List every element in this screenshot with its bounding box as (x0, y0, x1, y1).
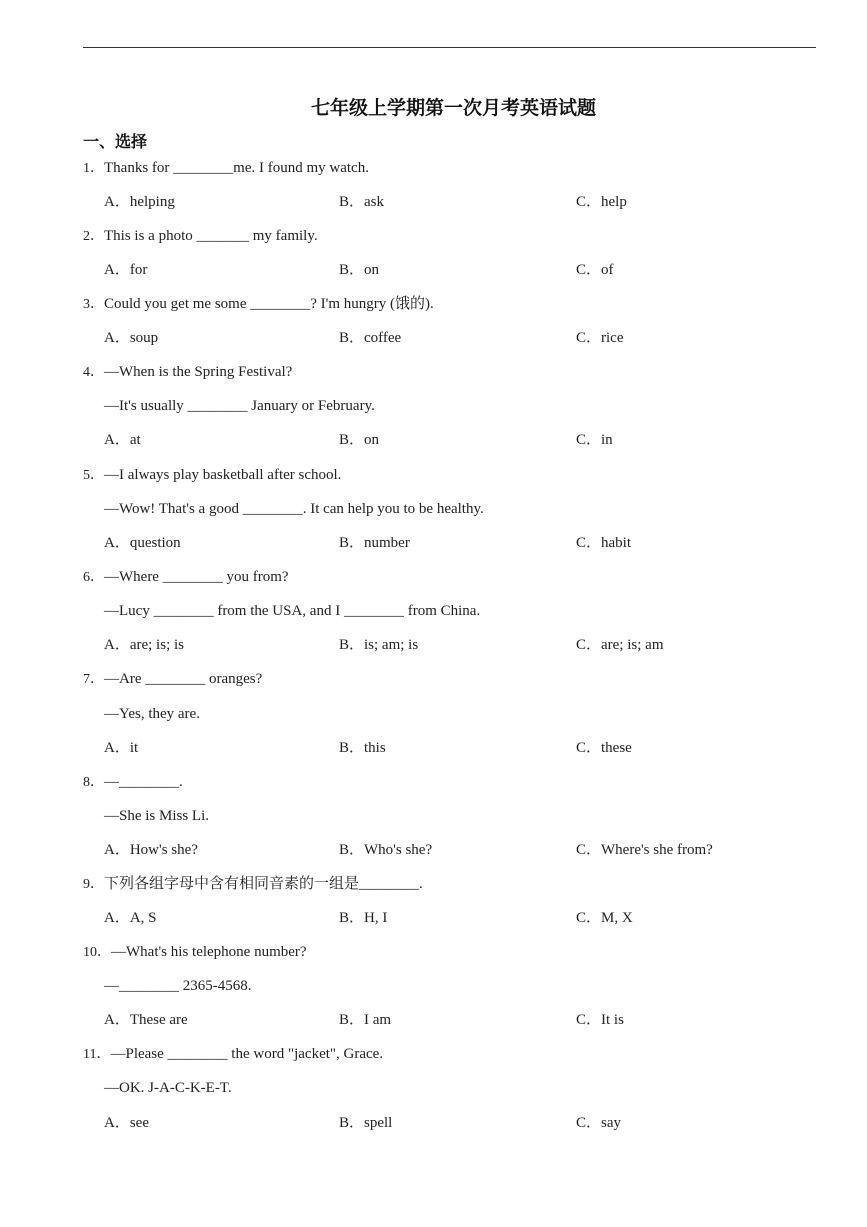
option-c: C．these (576, 740, 632, 756)
question-text: —What's his telephone number? (111, 944, 307, 960)
question-number: 2． (83, 229, 104, 244)
question-10 (83, 942, 307, 963)
option-b: B．coffee (339, 330, 402, 346)
question-number: 7． (83, 672, 104, 687)
question-6 (83, 567, 289, 588)
option-b: B．this (339, 740, 386, 756)
question-text: —I always play basketball after school. (104, 467, 342, 483)
question-7 (83, 669, 262, 690)
header-rule (83, 47, 816, 48)
question-11 (83, 1044, 383, 1065)
option-b: B．on (339, 262, 380, 278)
option-b: B．H, I (339, 910, 388, 926)
question-number: 5． (83, 468, 104, 483)
option-b: B．I am (339, 1012, 392, 1028)
question-number: 11． (83, 1047, 111, 1062)
question-text: —Please ________ the word "jacket", Grace. (110, 1046, 384, 1062)
option-a: A．it (104, 740, 139, 756)
question-text-line-2: —Wow! That's a good ________. It can help you to be healthy. (104, 501, 484, 517)
option-b: B．on (339, 432, 380, 448)
question-2 (83, 226, 318, 247)
option-a: A．helping (104, 194, 175, 210)
page-title: 七年级上学期第一次月考英语试题 (310, 97, 596, 119)
question-text-line-2: —Lucy ________ from the USA, and I ________ from China. (104, 603, 481, 619)
question-number: 3． (83, 297, 104, 312)
question-text: 下列各组字母中含有相同音素的一组是________. (104, 876, 423, 892)
option-c: C．rice (576, 330, 624, 346)
option-a: A．soup (104, 330, 159, 346)
option-a: A．see (104, 1115, 149, 1131)
question-text: —________. (104, 774, 183, 790)
option-b: B．is; am; is (339, 637, 419, 653)
question-text-line-2: —It's usually ________ January or February. (104, 398, 375, 414)
question-number: 4． (83, 365, 104, 380)
question-number: 1． (83, 161, 104, 176)
option-b: B．ask (339, 194, 385, 210)
option-c: C．of (576, 262, 614, 278)
question-1 (83, 158, 369, 179)
question-number: 10． (83, 945, 111, 960)
option-a: A．A, S (104, 910, 157, 926)
option-c: C．habit (576, 535, 631, 551)
option-b: B．Who's she? (339, 842, 433, 858)
question-number: 8． (83, 775, 104, 790)
section-heading: 一、选择 (83, 132, 148, 151)
option-a: A．How's she? (104, 842, 198, 858)
option-c: C．in (576, 432, 613, 448)
question-number: 9． (83, 877, 104, 892)
question-text: —When is the Spring Festival? (104, 364, 293, 380)
question-text: This is a photo _______ my family. (104, 228, 318, 244)
question-text-line-2: —OK. J-A-C-K-E-T. (104, 1080, 232, 1096)
question-3 (83, 294, 434, 315)
question-text-line-2: —________ 2365-4568. (104, 978, 252, 994)
question-number: 6． (83, 570, 104, 585)
option-b: B．number (339, 535, 410, 551)
question-text: Thanks for ________me. I found my watch. (104, 160, 369, 176)
option-c: C．are; is; am (576, 637, 664, 653)
question-9 (83, 874, 423, 895)
question-8 (83, 772, 183, 793)
question-text: Could you get me some ________? I'm hungry (饿的). (104, 296, 434, 312)
option-a: A．These are (104, 1012, 188, 1028)
question-4 (83, 362, 292, 383)
option-a: A．for (104, 262, 148, 278)
option-a: A．question (104, 535, 181, 551)
question-5 (83, 465, 341, 486)
option-c: C．Where's she from? (576, 842, 713, 858)
question-text-line-2: —Yes, they are. (104, 706, 200, 722)
option-a: A．are; is; is (104, 637, 184, 653)
question-text: —Where ________ you from? (104, 569, 289, 585)
option-b: B．spell (339, 1115, 393, 1131)
option-c: C．say (576, 1115, 622, 1131)
question-text-line-2: —She is Miss Li. (104, 808, 210, 824)
option-c: C．It is (576, 1012, 624, 1028)
question-text: —Are ________ oranges? (104, 671, 263, 687)
option-c: C．help (576, 194, 627, 210)
option-a: A．at (104, 432, 141, 448)
option-c: C．M, X (576, 910, 633, 926)
